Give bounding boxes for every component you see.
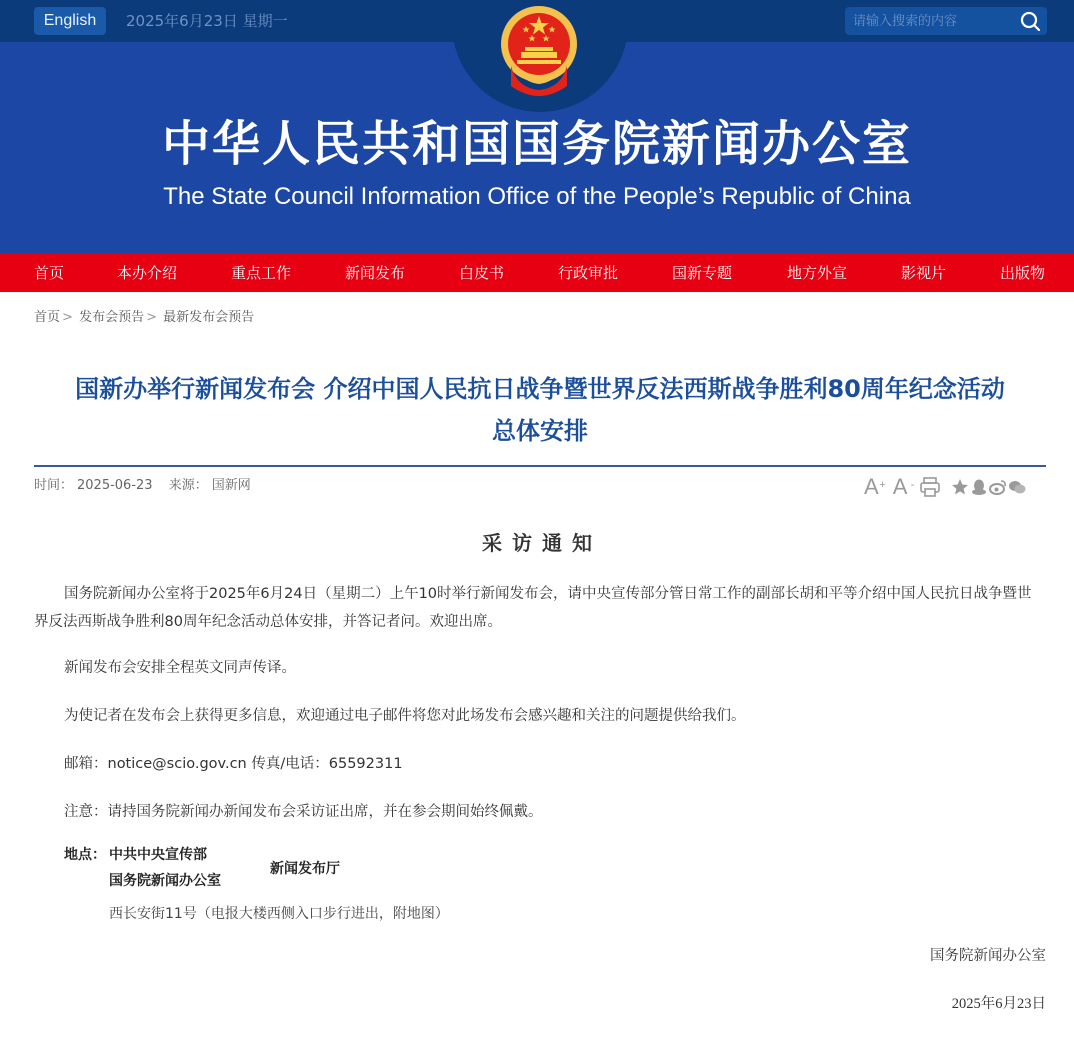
location-org-publicity-dept: 中共中央宣传部 [109, 847, 207, 863]
minus-sup: - [910, 479, 915, 491]
location-hall: 新闻发布厅 [270, 861, 340, 877]
source-label: 来源： [168, 478, 208, 493]
nav-item-white-papers[interactable]: 白皮书 [459, 264, 505, 282]
font-increase-glyph: A [864, 474, 879, 499]
site-header [0, 0, 1074, 254]
breadcrumb-briefing-preview[interactable]: 发布会预告 [79, 310, 145, 325]
breadcrumb-home[interactable]: 首页 [34, 310, 61, 325]
paragraph-questions: 为使记者在发布会上获得更多信息，欢迎通过电子邮件将您对此场发布会感兴趣和关注的问题提供给我们。 [64, 708, 746, 724]
qq-share-icon[interactable] [970, 478, 988, 496]
publish-date: 2025-06-23 [77, 478, 153, 493]
signature-date: 2025年6月23日 [951, 996, 1046, 1012]
nav-item-films[interactable]: 影视片 [901, 264, 947, 282]
paragraph-announcement: 国务院新闻办公室将于2025年6月24日（星期二）上午10时举行新闻发布会，请中央宣传部分管日常工作的副部长胡和平等介绍中国人民抗日战争暨世界反法西斯战争胜利80周年纪念活动总体安排，并答记者问。欢迎出席。 [34, 586, 1032, 630]
nav-item-press-release[interactable]: 新闻发布 [345, 264, 406, 282]
weibo-share-icon[interactable] [989, 478, 1007, 496]
breadcrumb-separator: > [146, 310, 157, 325]
paragraph-contact: 邮箱：notice@scio.gov.cn 传真/电话：65592311 [64, 756, 403, 772]
nav-item-special-topics[interactable]: 国新专题 [672, 264, 733, 282]
print-icon[interactable] [919, 476, 941, 498]
breadcrumb-separator: > [62, 310, 73, 325]
site-title-en: The State Council Information Office of the People’s Republic of China [163, 183, 911, 210]
site-title-cn: 中华人民共和国国务院新闻办公室 [161, 116, 912, 172]
location-org-scio: 国务院新闻办公室 [109, 873, 221, 889]
national-emblem-icon[interactable] [497, 4, 581, 100]
plus-sup: + [879, 479, 886, 491]
english-button[interactable]: English [34, 7, 106, 35]
article-tools [864, 474, 1027, 500]
article-meta [34, 476, 255, 496]
nav-item-home[interactable]: 首页 [34, 264, 65, 282]
paragraph-interpretation: 新闻发布会安排全程英文同声传译。 [64, 660, 296, 676]
title-divider [34, 465, 1046, 467]
source-name: 国新网 [211, 478, 251, 493]
search-box [845, 7, 1047, 35]
signature-org: 国务院新闻办公室 [930, 948, 1046, 964]
article-title [34, 368, 1046, 452]
nav-item-about[interactable]: 本办介绍 [117, 264, 178, 282]
nav-item-local-publicity[interactable]: 地方外宣 [787, 264, 848, 282]
notice-title: 采访通知 [482, 531, 602, 555]
font-decrease-glyph: A [892, 474, 908, 499]
current-date: 2025年6月23日 星期一 [126, 12, 288, 30]
nav-item-admin-approval[interactable]: 行政审批 [558, 264, 619, 282]
location-label: 地点： [64, 847, 106, 863]
location-address: 西长安街11号（电报大楼西侧入口步行进出，附地图） [109, 906, 449, 922]
favorite-star-icon[interactable] [951, 478, 969, 496]
main-nav [0, 254, 1074, 292]
breadcrumb [34, 308, 254, 328]
search-icon[interactable] [1019, 10, 1041, 32]
search-input[interactable] [845, 7, 1015, 35]
article-title-line2: 总体安排 [492, 417, 588, 445]
paragraph-note: 注意：请持国务院新闻办新闻发布会采访证出席，并在参会期间始终佩戴。 [64, 804, 543, 820]
font-increase-button[interactable] [864, 474, 886, 499]
article-title-line1: 国新办举行新闻发布会 介绍中国人民抗日战争暨世界反法西斯战争胜利80周年纪念活动 [75, 375, 1005, 403]
nav-item-publications[interactable]: 出版物 [1000, 264, 1046, 282]
wechat-share-icon[interactable] [1008, 478, 1026, 496]
time-label: 时间： [34, 478, 74, 493]
nav-item-key-work[interactable]: 重点工作 [231, 264, 292, 282]
font-decrease-button[interactable] [892, 474, 915, 499]
breadcrumb-latest-preview[interactable]: 最新发布会预告 [163, 310, 255, 325]
